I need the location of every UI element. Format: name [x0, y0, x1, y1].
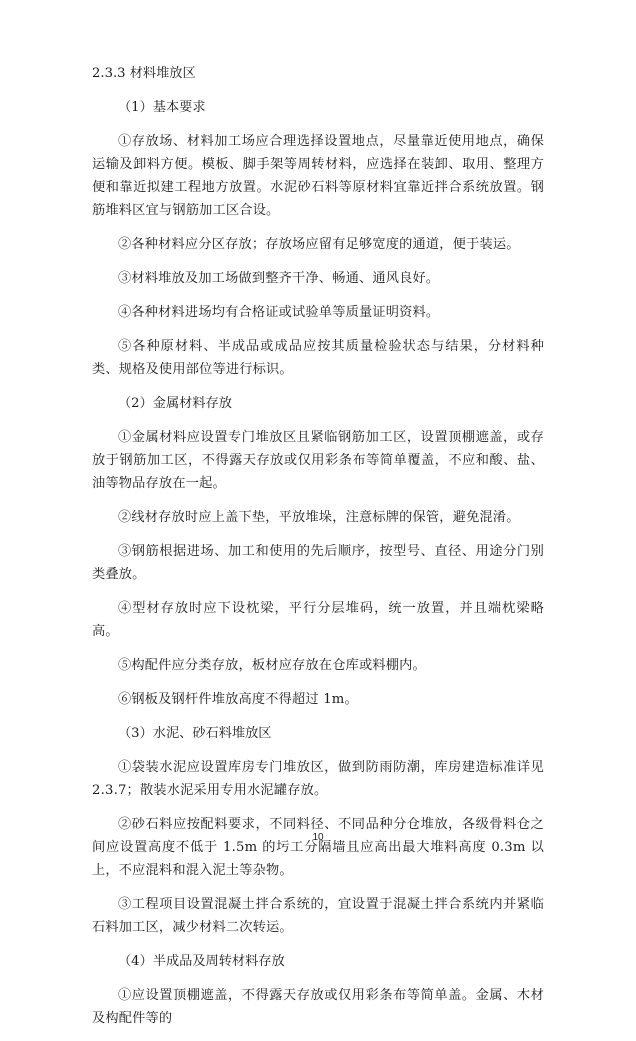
page-body — [92, 62, 544, 1041]
paragraph: ⑤构配件应分类存放，板材应存放在仓库或料棚内。 — [118, 658, 426, 673]
subsection-heading: （3）水泥、砂石料堆放区 — [118, 726, 272, 741]
paragraph: ①袋装水泥应设置库房专门堆放区，做到防雨防潮，库房建造标准详见 2.3.7；散装水泥采用专用水泥罐存放。 — [92, 760, 544, 798]
subsection-semi-finished-materials — [92, 950, 544, 1030]
section-title: 2.3.3 材料堆放区 — [92, 66, 196, 81]
subsection-metal-materials — [92, 392, 544, 711]
paragraph: ⑤各种原材料、半成品或成品应按其质量检验状态与结果，分材料种类、规格及使用部位等进行标识。 — [92, 339, 544, 377]
paragraph: ①金属材料应设置专门堆放区且紧临钢筋加工区，设置顶棚遮盖，或存放于钢筋加工区，不得露天存放或仅用彩条布等简单覆盖，不应和酸、盐、油等物品存放在一起。 — [92, 430, 544, 491]
paragraph: ②线材存放时应上盖下垫，平放堆垛，注意标牌的保管，避免混淆。 — [118, 510, 520, 525]
subsection-heading: （2）金属材料存放 — [118, 396, 232, 411]
subsection-basic-requirements — [92, 96, 544, 381]
paragraph: ⑥钢板及钢杆件堆放高度不得超过 1m。 — [118, 692, 358, 707]
paragraph: ③钢筋根据进场、加工和使用的先后顺序，按型号、直径、用途分门别类叠放。 — [92, 544, 544, 582]
paragraph: ④型材存放时应下设枕梁，平行分层堆码，统一放置，并且端枕梁略高。 — [92, 601, 544, 639]
paragraph: ③工程项目设置混凝土拌合系统的，宜设置于混凝土拌合系统内并紧临石料加工区，减少材料二次转运。 — [92, 897, 544, 935]
paragraph: ②砂石料应按配料要求，不同料径、不同品种分仓堆放，各级骨料仓之间应设置高度不低于 1.5m 的圬工分隔墙且应高出最大堆料高度 0.3m 以上，不应混料和混入泥土等杂物。 — [92, 817, 544, 878]
subsection-heading: （1）基本要求 — [118, 100, 206, 115]
paragraph: ④各种材料进场均有合格证或试验单等质量证明资料。 — [118, 305, 440, 320]
paragraph: ①存放场、材料加工场应合理选择设置地点，尽量靠近使用地点，确保运输及卸料方便。模板、脚手架等周转材料，应选择在装卸、取用、整理方便和靠近拟建工程地方放置。水泥砂石料等原材料宜靠近拌合系统放置。钢筋堆料区宜与钢筋加工区合设。 — [92, 134, 544, 218]
subsection-cement-aggregate — [92, 722, 544, 939]
page-number: 10 — [312, 832, 324, 843]
paragraph: ①应设置顶棚遮盖，不得露天存放或仅用彩条布等简单盖。金属、木材及构配件等的 — [92, 988, 544, 1026]
paragraph: ②各种材料应分区存放；存放场应留有足够宽度的通道，便于装运。 — [118, 237, 520, 252]
subsection-heading: （4）半成品及周转材料存放 — [118, 954, 285, 969]
paragraph: ③材料堆放及加工场做到整齐干净、畅通、通风良好。 — [118, 271, 440, 286]
